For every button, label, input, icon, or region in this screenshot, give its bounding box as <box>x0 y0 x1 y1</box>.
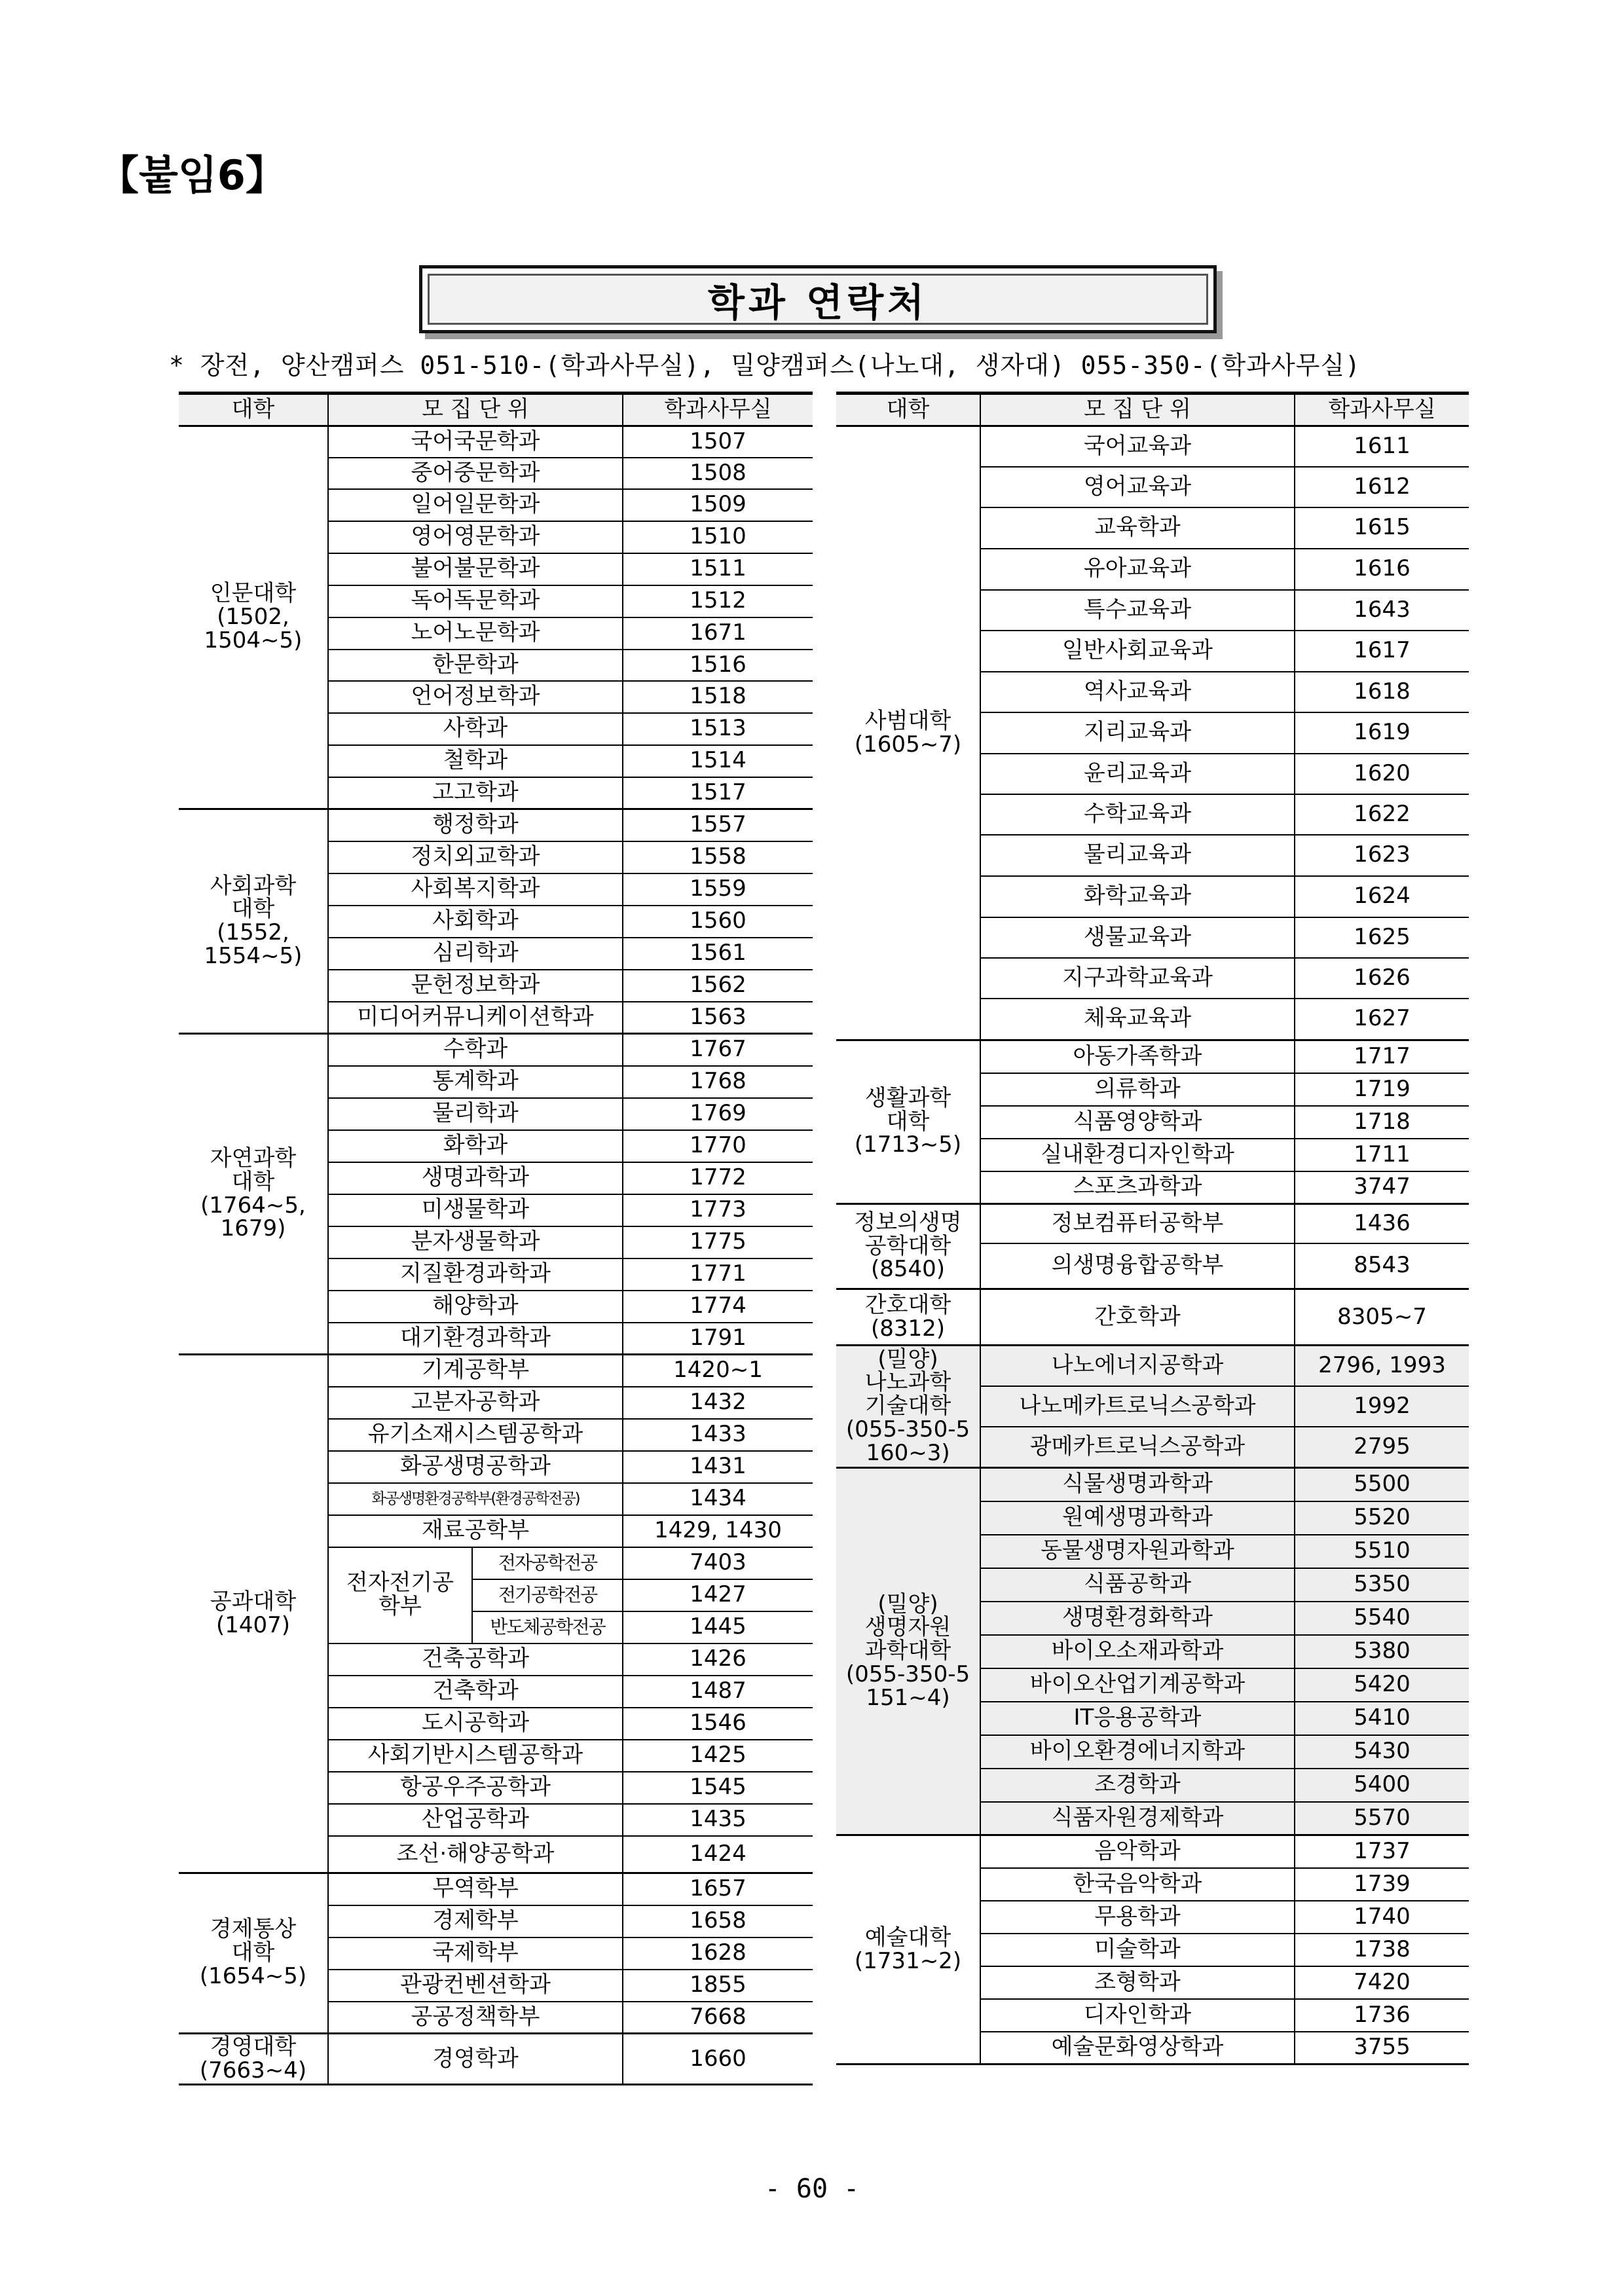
office-cell: 8305~7 <box>1295 1289 1469 1346</box>
unit-cell: 공공정책학부 <box>328 2002 623 2034</box>
college-cell: 사회과학 대학 (1552, 1554~5) <box>179 809 328 1034</box>
unit-cell: 스포츠과학과 <box>980 1171 1295 1204</box>
unit-cell: 간호학과 <box>980 1289 1295 1346</box>
unit-cell: 반도체공학전공 <box>472 1611 623 1643</box>
unit-cell: 해양학과 <box>328 1291 623 1323</box>
office-cell: 5570 <box>1295 1802 1469 1835</box>
office-cell: 1429, 1430 <box>623 1515 813 1547</box>
office-cell: 5540 <box>1295 1602 1469 1635</box>
table-row <box>836 1040 1469 1073</box>
unit-cell: 생명과학과 <box>328 1162 623 1194</box>
office-cell: 1611 <box>1295 426 1469 467</box>
office-cell: 1612 <box>1295 467 1469 507</box>
header-office: 학과사무실 <box>1295 394 1469 426</box>
unit-cell: 원예생명과학과 <box>980 1501 1295 1535</box>
office-cell: 1436 <box>1295 1204 1469 1243</box>
unit-cell: 철학과 <box>328 745 623 777</box>
unit-cell: 지질환경과학과 <box>328 1258 623 1291</box>
unit-cell: 유아교육과 <box>980 549 1295 590</box>
unit-cell: 음악학과 <box>980 1835 1295 1868</box>
office-cell: 1433 <box>623 1419 813 1451</box>
phone-prefix-note: * 장전, 양산캠퍼스 051-510-(학과사무실), 밀양캠퍼스(나노대, 생자대) 055-350-(학과사무실) <box>169 351 1361 380</box>
office-cell: 1855 <box>623 1970 813 2002</box>
unit-cell: 미술학과 <box>980 1934 1295 1966</box>
unit-cell: 항공우주공학과 <box>328 1772 623 1804</box>
office-cell: 1425 <box>623 1740 813 1772</box>
unit-cell: 중어중문학과 <box>328 458 623 489</box>
office-cell: 8543 <box>1295 1243 1469 1289</box>
unit-cell: 독어독문학과 <box>328 585 623 617</box>
office-cell: 7403 <box>623 1547 813 1579</box>
office-cell: 7668 <box>623 2002 813 2034</box>
college-cell: 간호대학 (8312) <box>836 1289 980 1346</box>
office-cell: 1514 <box>623 745 813 777</box>
office-cell: 1615 <box>1295 507 1469 549</box>
unit-group-cell: 전자전기공 학부 <box>328 1547 472 1643</box>
unit-cell: 경제학부 <box>328 1905 623 1937</box>
header-office: 학과사무실 <box>623 394 813 426</box>
office-cell: 2796, 1993 <box>1295 1346 1469 1386</box>
unit-cell: 생물교육과 <box>980 917 1295 958</box>
page-title: 학과 연락처 <box>428 274 1208 325</box>
unit-cell: 아동가족학과 <box>980 1040 1295 1073</box>
unit-cell: 화공생명환경공학부(환경공학전공) <box>328 1483 623 1515</box>
office-cell: 5500 <box>1295 1468 1469 1501</box>
unit-cell: 영어영문학과 <box>328 521 623 553</box>
office-cell: 1559 <box>623 873 813 906</box>
office-cell: 1618 <box>1295 672 1469 712</box>
office-cell: 5430 <box>1295 1735 1469 1769</box>
unit-cell: 의류학과 <box>980 1073 1295 1106</box>
office-cell: 1717 <box>1295 1040 1469 1073</box>
office-cell: 1560 <box>623 906 813 938</box>
office-cell: 1558 <box>623 841 813 873</box>
unit-cell: 한국음악학과 <box>980 1868 1295 1901</box>
office-cell: 1510 <box>623 521 813 553</box>
unit-cell: 건축공학과 <box>328 1643 623 1676</box>
office-cell: 1657 <box>623 1873 813 1905</box>
unit-cell: 나노에너지공학과 <box>980 1346 1295 1386</box>
unit-cell: 의생명융합공학부 <box>980 1243 1295 1289</box>
right-department-table <box>836 392 1469 2065</box>
office-cell: 1625 <box>1295 917 1469 958</box>
office-cell: 1736 <box>1295 1999 1469 2032</box>
unit-cell: 관광컨벤션학과 <box>328 1970 623 2002</box>
office-cell: 1516 <box>623 650 813 681</box>
office-cell: 5350 <box>1295 1568 1469 1602</box>
table-row <box>179 1355 813 1387</box>
unit-cell: 심리학과 <box>328 938 623 970</box>
unit-cell: 불어불문학과 <box>328 553 623 585</box>
office-cell: 1517 <box>623 777 813 809</box>
header-unit: 모 집 단 위 <box>328 394 623 426</box>
office-cell: 7420 <box>1295 1966 1469 1999</box>
table-header-row <box>836 394 1469 426</box>
unit-cell: 대기환경과학과 <box>328 1323 623 1355</box>
unit-cell: 광메카트로닉스공학과 <box>980 1427 1295 1468</box>
college-cell: 사범대학 (1605~7) <box>836 426 980 1040</box>
unit-cell: 노어노문학과 <box>328 617 623 650</box>
office-cell: 1426 <box>623 1643 813 1676</box>
unit-cell: 미생물학과 <box>328 1194 623 1226</box>
unit-cell: 윤리교육과 <box>980 754 1295 794</box>
office-cell: 1562 <box>623 970 813 1002</box>
unit-cell: 정보컴퓨터공학부 <box>980 1204 1295 1243</box>
header-college: 대학 <box>179 394 328 426</box>
office-cell: 1427 <box>623 1579 813 1611</box>
title-box <box>419 265 1217 333</box>
table-row <box>836 1346 1469 1386</box>
office-cell: 1718 <box>1295 1106 1469 1139</box>
unit-cell: 바이오환경에너지학과 <box>980 1735 1295 1769</box>
unit-cell: 영어교육과 <box>980 467 1295 507</box>
office-cell: 1622 <box>1295 794 1469 835</box>
office-cell: 1431 <box>623 1451 813 1483</box>
page-number: - 60 - <box>764 2174 860 2204</box>
unit-cell: 지리교육과 <box>980 712 1295 754</box>
college-cell: 생활과학 대학 (1713~5) <box>836 1040 980 1204</box>
office-cell: 1616 <box>1295 549 1469 590</box>
office-cell: 1791 <box>623 1323 813 1355</box>
office-cell: 1772 <box>623 1162 813 1194</box>
office-cell: 1424 <box>623 1836 813 1873</box>
unit-cell: 통계학과 <box>328 1066 623 1098</box>
left-department-table <box>179 392 813 2085</box>
unit-cell: 언어정보학과 <box>328 681 623 713</box>
unit-cell: 바이오산업기계공학과 <box>980 1668 1295 1702</box>
header-unit: 모 집 단 위 <box>980 394 1295 426</box>
office-cell: 1719 <box>1295 1073 1469 1106</box>
unit-cell: 디자인학과 <box>980 1999 1295 2032</box>
table-row <box>179 2034 813 2085</box>
unit-cell: 분자생물학과 <box>328 1226 623 1258</box>
unit-cell: 건축학과 <box>328 1676 623 1708</box>
office-cell: 1626 <box>1295 958 1469 999</box>
office-cell: 1518 <box>623 681 813 713</box>
office-cell: 1508 <box>623 458 813 489</box>
office-cell: 3755 <box>1295 2032 1469 2065</box>
office-cell: 1561 <box>623 938 813 970</box>
office-cell: 1432 <box>623 1387 813 1419</box>
unit-cell: 실내환경디자인학과 <box>980 1139 1295 1171</box>
unit-cell: 교육학과 <box>980 507 1295 549</box>
office-cell: 5380 <box>1295 1635 1469 1668</box>
college-cell: (밀양) 생명자원 과학대학 (055-350-5 151~4) <box>836 1468 980 1835</box>
office-cell: 1768 <box>623 1066 813 1098</box>
office-cell: 1643 <box>1295 590 1469 631</box>
office-cell: 5520 <box>1295 1501 1469 1535</box>
office-cell: 1769 <box>623 1098 813 1130</box>
table-row <box>836 1835 1469 1868</box>
unit-cell: 식품공학과 <box>980 1568 1295 1602</box>
unit-cell: 무역학부 <box>328 1873 623 1905</box>
table-row <box>179 1034 813 1066</box>
unit-cell: 화학교육과 <box>980 876 1295 917</box>
office-cell: 1773 <box>623 1194 813 1226</box>
unit-cell: 사학과 <box>328 713 623 745</box>
unit-cell: 산업공학과 <box>328 1804 623 1836</box>
table-row <box>836 1289 1469 1346</box>
office-cell: 1992 <box>1295 1386 1469 1427</box>
unit-cell: 문헌정보학과 <box>328 970 623 1002</box>
office-cell: 1623 <box>1295 835 1469 876</box>
unit-cell: 식물생명과학과 <box>980 1468 1295 1501</box>
office-cell: 1545 <box>623 1772 813 1804</box>
office-cell: 1509 <box>623 489 813 521</box>
office-cell: 1740 <box>1295 1901 1469 1934</box>
table-row <box>836 426 1469 467</box>
office-cell: 1770 <box>623 1130 813 1162</box>
unit-cell: 행정학과 <box>328 809 623 841</box>
college-cell: 경제통상 대학 (1654~5) <box>179 1873 328 2034</box>
unit-cell: 고분자공학과 <box>328 1387 623 1419</box>
unit-cell: IT응용공학과 <box>980 1702 1295 1735</box>
office-cell: 1738 <box>1295 1934 1469 1966</box>
unit-cell: 고고학과 <box>328 777 623 809</box>
table-row <box>179 809 813 841</box>
office-cell: 1737 <box>1295 1835 1469 1868</box>
unit-cell: 일어일문학과 <box>328 489 623 521</box>
office-cell: 1774 <box>623 1291 813 1323</box>
college-cell: 자연과학 대학 (1764~5, 1679) <box>179 1034 328 1355</box>
office-cell: 1658 <box>623 1905 813 1937</box>
office-cell: 3747 <box>1295 1171 1469 1204</box>
unit-cell: 화공생명공학과 <box>328 1451 623 1483</box>
unit-cell: 조선·해양공학과 <box>328 1836 623 1873</box>
unit-cell: 사회학과 <box>328 906 623 938</box>
office-cell: 1767 <box>623 1034 813 1066</box>
office-cell: 1434 <box>623 1483 813 1515</box>
college-cell: 공과대학 (1407) <box>179 1355 328 1873</box>
unit-cell: 식품영양학과 <box>980 1106 1295 1139</box>
office-cell: 5410 <box>1295 1702 1469 1735</box>
table-header-row <box>179 394 813 426</box>
unit-cell: 특수교육과 <box>980 590 1295 631</box>
office-cell: 1557 <box>623 809 813 841</box>
office-cell: 5420 <box>1295 1668 1469 1702</box>
unit-cell: 역사교육과 <box>980 672 1295 712</box>
table-row <box>179 426 813 458</box>
unit-cell: 물리학과 <box>328 1098 623 1130</box>
office-cell: 1546 <box>623 1708 813 1740</box>
unit-cell: 수학과 <box>328 1034 623 1066</box>
unit-cell: 수학교육과 <box>980 794 1295 835</box>
office-cell: 1435 <box>623 1804 813 1836</box>
unit-cell: 무용학과 <box>980 1901 1295 1934</box>
table-row <box>179 1873 813 1905</box>
office-cell: 1624 <box>1295 876 1469 917</box>
unit-cell: 바이오소재과학과 <box>980 1635 1295 1668</box>
college-cell: 인문대학 (1502, 1504~5) <box>179 426 328 809</box>
unit-cell: 유기소재시스템공학과 <box>328 1419 623 1451</box>
unit-cell: 국어교육과 <box>980 426 1295 467</box>
office-cell: 1771 <box>623 1258 813 1291</box>
office-cell: 1627 <box>1295 999 1469 1040</box>
unit-cell: 도시공학과 <box>328 1708 623 1740</box>
office-cell: 1511 <box>623 553 813 585</box>
office-cell: 2795 <box>1295 1427 1469 1468</box>
office-cell: 1563 <box>623 1002 813 1034</box>
office-cell: 1507 <box>623 426 813 458</box>
office-cell: 1512 <box>623 585 813 617</box>
unit-cell: 국어국문학과 <box>328 426 623 458</box>
office-cell: 1775 <box>623 1226 813 1258</box>
college-cell: (밀양) 나노과학 기술대학 (055-350-5 160~3) <box>836 1346 980 1468</box>
office-cell: 1617 <box>1295 631 1469 672</box>
unit-cell: 체육교육과 <box>980 999 1295 1040</box>
unit-cell: 국제학부 <box>328 1937 623 1970</box>
office-cell: 1711 <box>1295 1139 1469 1171</box>
table-row <box>836 1468 1469 1501</box>
unit-cell: 식품자원경제학과 <box>980 1802 1295 1835</box>
unit-cell: 일반사회교육과 <box>980 631 1295 672</box>
office-cell: 1513 <box>623 713 813 745</box>
office-cell: 1420~1 <box>623 1355 813 1387</box>
unit-cell: 조형학과 <box>980 1966 1295 1999</box>
unit-cell: 재료공학부 <box>328 1515 623 1547</box>
unit-cell: 미디어커뮤니케이션학과 <box>328 1002 623 1034</box>
unit-cell: 경영학과 <box>328 2034 623 2085</box>
unit-cell: 정치외교학과 <box>328 841 623 873</box>
office-cell: 5510 <box>1295 1535 1469 1568</box>
header-college: 대학 <box>836 394 980 426</box>
college-cell: 경영대학 (7663~4) <box>179 2034 328 2085</box>
unit-cell: 사회기반시스템공학과 <box>328 1740 623 1772</box>
unit-cell: 생명환경화학과 <box>980 1602 1295 1635</box>
unit-cell: 한문학과 <box>328 650 623 681</box>
office-cell: 1739 <box>1295 1868 1469 1901</box>
unit-cell: 나노메카트로닉스공학과 <box>980 1386 1295 1427</box>
college-cell: 예술대학 (1731~2) <box>836 1835 980 2065</box>
attachment-label: 【붙임6】 <box>98 151 286 199</box>
unit-cell: 물리교육과 <box>980 835 1295 876</box>
unit-cell: 전자공학전공 <box>472 1547 623 1579</box>
office-cell: 5400 <box>1295 1769 1469 1802</box>
unit-cell: 동물생명자원과학과 <box>980 1535 1295 1568</box>
unit-cell: 조경학과 <box>980 1769 1295 1802</box>
office-cell: 1487 <box>623 1676 813 1708</box>
office-cell: 1660 <box>623 2034 813 2085</box>
unit-cell: 전기공학전공 <box>472 1579 623 1611</box>
office-cell: 1620 <box>1295 754 1469 794</box>
unit-cell: 지구과학교육과 <box>980 958 1295 999</box>
unit-cell: 예술문화영상학과 <box>980 2032 1295 2065</box>
office-cell: 1445 <box>623 1611 813 1643</box>
unit-cell: 기계공학부 <box>328 1355 623 1387</box>
office-cell: 1619 <box>1295 712 1469 754</box>
table-row <box>836 1204 1469 1243</box>
unit-cell: 화학과 <box>328 1130 623 1162</box>
office-cell: 1628 <box>623 1937 813 1970</box>
college-cell: 정보의생명 공학대학 (8540) <box>836 1204 980 1289</box>
unit-cell: 사회복지학과 <box>328 873 623 906</box>
office-cell: 1671 <box>623 617 813 650</box>
